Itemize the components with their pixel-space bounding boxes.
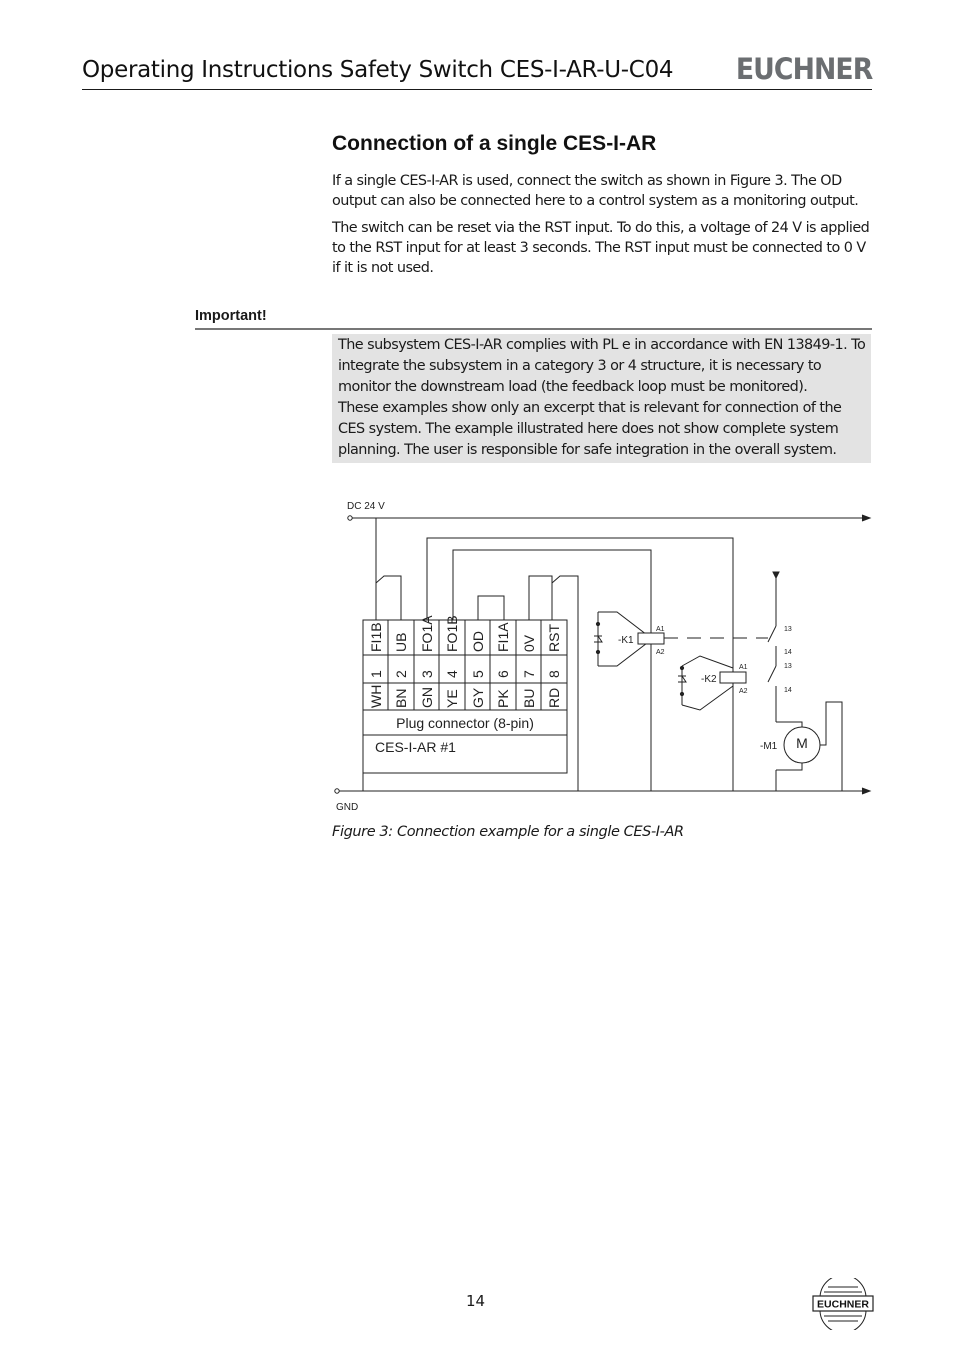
k2-coil: [720, 672, 746, 683]
k1-a1: A1: [656, 626, 665, 633]
supply-terminal: [348, 516, 352, 520]
pin-signal: FO1B: [444, 615, 460, 652]
motor-return-wire: [820, 702, 842, 791]
k2-label: -K2: [701, 674, 717, 685]
euchner-footer-logo: [812, 1278, 874, 1330]
k1-label: -K1: [618, 635, 634, 646]
ground-arrow: [862, 788, 870, 794]
connector-label: Plug connector (8-pin): [396, 715, 534, 731]
page-number: 14: [466, 1292, 486, 1310]
ground-label: GND: [336, 802, 359, 813]
pin-signal: OD: [470, 631, 486, 652]
reset-paragraph: The switch can be reset via the RST input. To do this, a voltage of 24 V is applied to the RST input for at least 3 seconds. The RST input must be connected to 0 V if it is not used.: [332, 220, 870, 276]
k2-a2: A2: [739, 688, 748, 695]
pin-signal: FO1A: [419, 615, 435, 652]
supply-arrow: [862, 515, 870, 521]
k1-a2: A2: [656, 649, 665, 656]
k2-contact-bottom: 14: [784, 687, 792, 694]
pin-wire-color: GN: [419, 687, 435, 708]
pin-wire-color: BN: [393, 688, 409, 708]
k1-diode-icon: [594, 636, 602, 642]
k1-contact-bottom: 14: [784, 649, 792, 656]
k1-coil: [638, 633, 664, 644]
pin-wire-color: RD: [546, 687, 562, 708]
k2-contact-top: 13: [784, 663, 792, 670]
k1-contact-top: 13: [784, 626, 792, 633]
k1-contact: [768, 626, 776, 642]
pin-signal: 0V: [521, 634, 537, 652]
pin-number: 8: [546, 670, 562, 678]
pin-wire-color: GY: [470, 687, 486, 708]
motor-label: -M1: [760, 741, 778, 752]
wire-pin7: [529, 576, 552, 620]
ground-terminal: [335, 789, 339, 793]
wire-od-jumper: [478, 596, 504, 620]
intro-paragraph: If a single CES-I-AR is used, connect the switch as shown in Figure 3. The OD output can also be connected here to a control system as a monitoring output.: [332, 173, 859, 209]
pin-number: 6: [495, 670, 511, 678]
pin-wire-color: YE: [444, 689, 460, 708]
k2-a1: A1: [739, 664, 748, 671]
pin-number: 5: [470, 670, 486, 678]
document-title: Operating Instructions Safety Switch CES-I-AR-U-C04: [82, 57, 674, 83]
pin-number: 4: [444, 670, 460, 678]
motor-m-symbol: M: [796, 735, 808, 751]
pin-number: 1: [368, 670, 384, 678]
footer-logo-text: EUCHNER: [817, 1298, 869, 1311]
device-label: CES-I-AR #1: [375, 739, 456, 755]
pin-wire-color: WH: [368, 684, 384, 708]
pin-signal: RST: [546, 624, 562, 652]
important-notice-text: The subsystem CES-I-AR complies with PL e in accordance with EN 13849-1. To integrate the subsystem in a category 3 or 4 structure, it is necessary to monitor the downstream load (the feedback loop must be monitored). These examples show only an excerpt that is relevant for connection of the CES system. The example illustrated here does not show complete system planning. The user is responsible for safe integration in the overall system.: [338, 337, 866, 458]
pin-wire-color: BU: [521, 688, 537, 708]
pin-signal: FI1A: [495, 622, 511, 652]
important-label: Important!: [195, 308, 267, 324]
pin-signal: UB: [393, 632, 409, 652]
figure-caption: Figure 3: Connection example for a single CES-I-AR: [332, 824, 684, 840]
pin-number: 3: [419, 670, 435, 678]
k2-contact: [768, 666, 776, 682]
pin-signal: FI1B: [368, 622, 384, 652]
supply-label: DC 24 V: [347, 501, 385, 512]
pin-number: 7: [521, 670, 537, 678]
section-title: Connection of a single CES-I-AR: [332, 132, 657, 155]
wire-pin2: [376, 576, 401, 620]
pin-wire-color: PK: [495, 689, 511, 708]
k2-diode-icon: [678, 676, 686, 682]
pin-number: 2: [393, 670, 409, 678]
euchner-logo: EUCHNER: [735, 52, 872, 86]
